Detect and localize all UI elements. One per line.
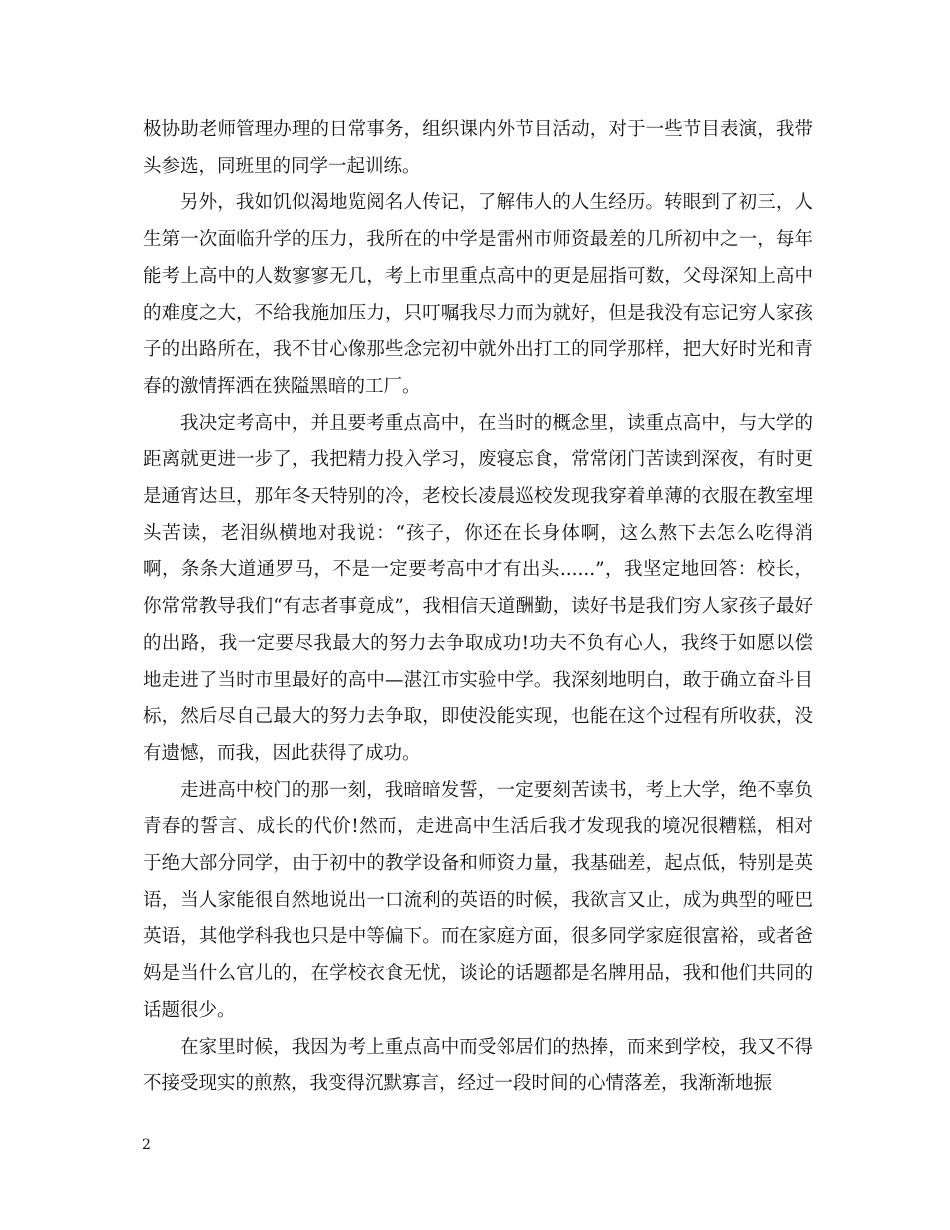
body-text bbox=[143, 112, 813, 1103]
paragraph-5: 在家里时候，我因为考上重点高中而受邻居们的热捧，而来到学校，我又不得不接受现实的煎熬，我变得沉默寡言，经过一段时间的心情落差，我渐渐地振 bbox=[143, 1036, 813, 1095]
paragraph-1: 极协助老师管理办理的日常事务，组织课内外节目活动，对于一些节目表演，我带头参选，同班里的同学一起训练。 bbox=[143, 119, 813, 177]
paragraph-2: 另外，我如饥似渴地览阅名人传记，了解伟人的人生经历。转眼到了初三，人生第一次面临升学的压力，我所在的中学是雷州市师资最差的几所初中之一，每年能考上高中的人数寥寥无几，考上市里重点高中的更是屈指可数，父母深知上高中的难度之大，不给我施加压力，只叮嘱我尽力而为就好，但是我没有忘记穷人家孩子的出路所在，我不甘心像那些念完初中就外出打工的同学那样，把大好时光和青春的激情挥洒在狭隘黑暗的工厂。 bbox=[143, 192, 813, 397]
paragraph-3: 我决定考高中，并且要考重点高中，在当时的概念里，读重点高中，与大学的距离就更进一步了，我把精力投入学习，废寝忘食，常常闭门苦读到深夜，有时更是通宵达旦，那年冬天特别的冷，老校长凌晨巡校发现我穿着单薄的衣服在教室埋头苦读，老泪纵横地对我说：“孩子，你还在长身体啊，这么熬下去怎么吃得消啊，条条大道通罗马，不是一定要考高中才有出头......”，我坚定地回答：校长，你常常教导我们“有志者事竟成”，我相信天道酬勤，读好书是我们穷人家孩子最好的出路，我一定要尽我最大的努力去争取成功!功夫不负有心人，我终于如愿以偿地走进了当时市里最好的高中—湛江市实验中学。我深刻地明白，敢于确立奋斗目标，然后尽自己最大的努力去争取，即使没能实现，也能在这个过程有所收获，没有遗憾，而我，因此获得了成功。 bbox=[143, 412, 813, 764]
paragraph-4: 走进高中校门的那一刻，我暗暗发誓，一定要刻苦读书，考上大学，绝不辜负青春的誓言、成长的代价!然而，走进高中生活后我才发现我的境况很糟糕，相对于绝大部分同学，由于初中的教学设备和师资力量，我基础差，起点低，特别是英语，当人家能很自然地说出一口流利的英语的时候，我欲言又止，成为典型的哑巴英语，其他学科我也只是中等偏下。而在家庭方面，很多同学家庭很富裕，或者爸妈是当什么官儿的，在学校衣食无忧，谈论的话题都是名牌用品，我和他们共同的话题很少。 bbox=[143, 779, 814, 1021]
page-number: 2 bbox=[142, 1137, 151, 1153]
